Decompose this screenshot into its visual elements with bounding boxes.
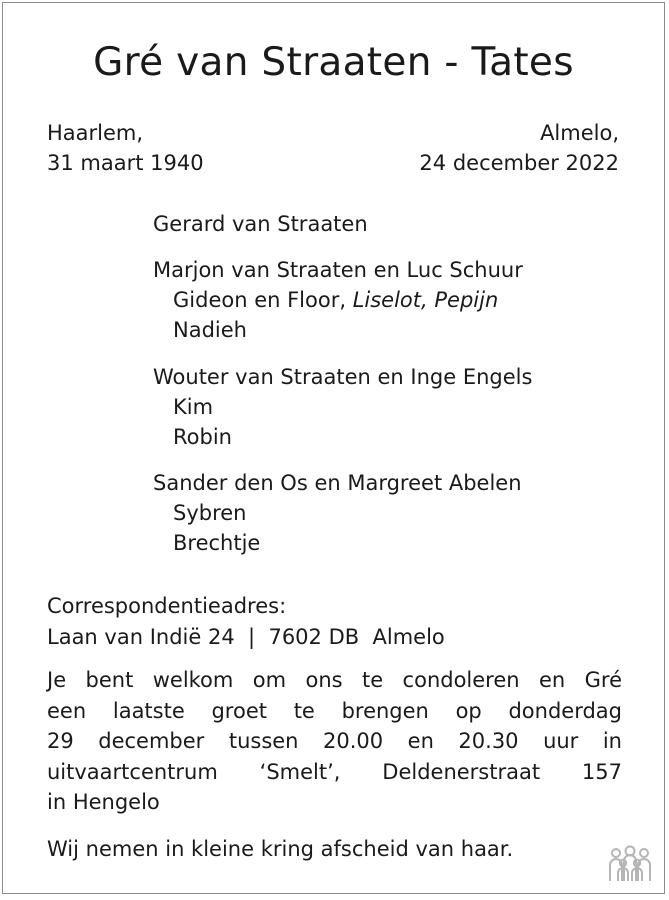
birth-place: Haarlem, xyxy=(47,121,144,145)
invitation-paragraph xyxy=(47,665,622,818)
correspondence-label: Correspondentieadres: xyxy=(47,594,287,618)
invitation-line: Je bent welkom om ons te condoleren en Gré xyxy=(47,668,622,692)
family-child-3: Sander den Os en Margreet Abelen xyxy=(153,471,522,495)
grandchild-brechtje: Brechtje xyxy=(173,531,261,555)
family-child-2: Wouter van Straaten en Inge Engels xyxy=(153,365,533,389)
invitation-line: uitvaartcentrum ‘Smelt’, Deldenerstraat 157 xyxy=(47,759,622,784)
invitation-line: 29 december tussen 20.00 en 20.30 uur in xyxy=(47,729,622,753)
grandchild-robin: Robin xyxy=(173,425,232,449)
grandchildren-names: Gideon en Floor, xyxy=(173,288,353,312)
invitation-line: in Hengelo xyxy=(47,790,160,814)
grandchild-nadieh: Nadieh xyxy=(173,318,247,342)
grandchildren-1a xyxy=(173,285,498,315)
death-date: 24 december 2022 xyxy=(419,151,619,175)
closing-text: Wij nemen in kleine kring afscheid van haar. xyxy=(47,837,514,861)
family-people-icon xyxy=(608,845,652,883)
invitation-line: een laatste groet te brengen op donderdag xyxy=(47,698,622,723)
correspondence-address: Laan van Indië 24 | 7602 DB Almelo xyxy=(47,625,445,649)
deceased-name: Gré van Straaten - Tates xyxy=(93,40,574,85)
obituary-card xyxy=(2,2,665,894)
birth-date: 31 maart 1940 xyxy=(47,151,204,175)
grandchild-sybren: Sybren xyxy=(173,501,247,525)
grandchildren-italic-names: Liselot, Pepijn xyxy=(352,288,499,312)
grandchild-kim: Kim xyxy=(173,395,214,419)
family-child-1: Marjon van Straaten en Luc Schuur xyxy=(153,258,523,282)
death-place: Almelo, xyxy=(540,121,619,145)
family-spouse: Gerard van Straaten xyxy=(153,212,368,236)
